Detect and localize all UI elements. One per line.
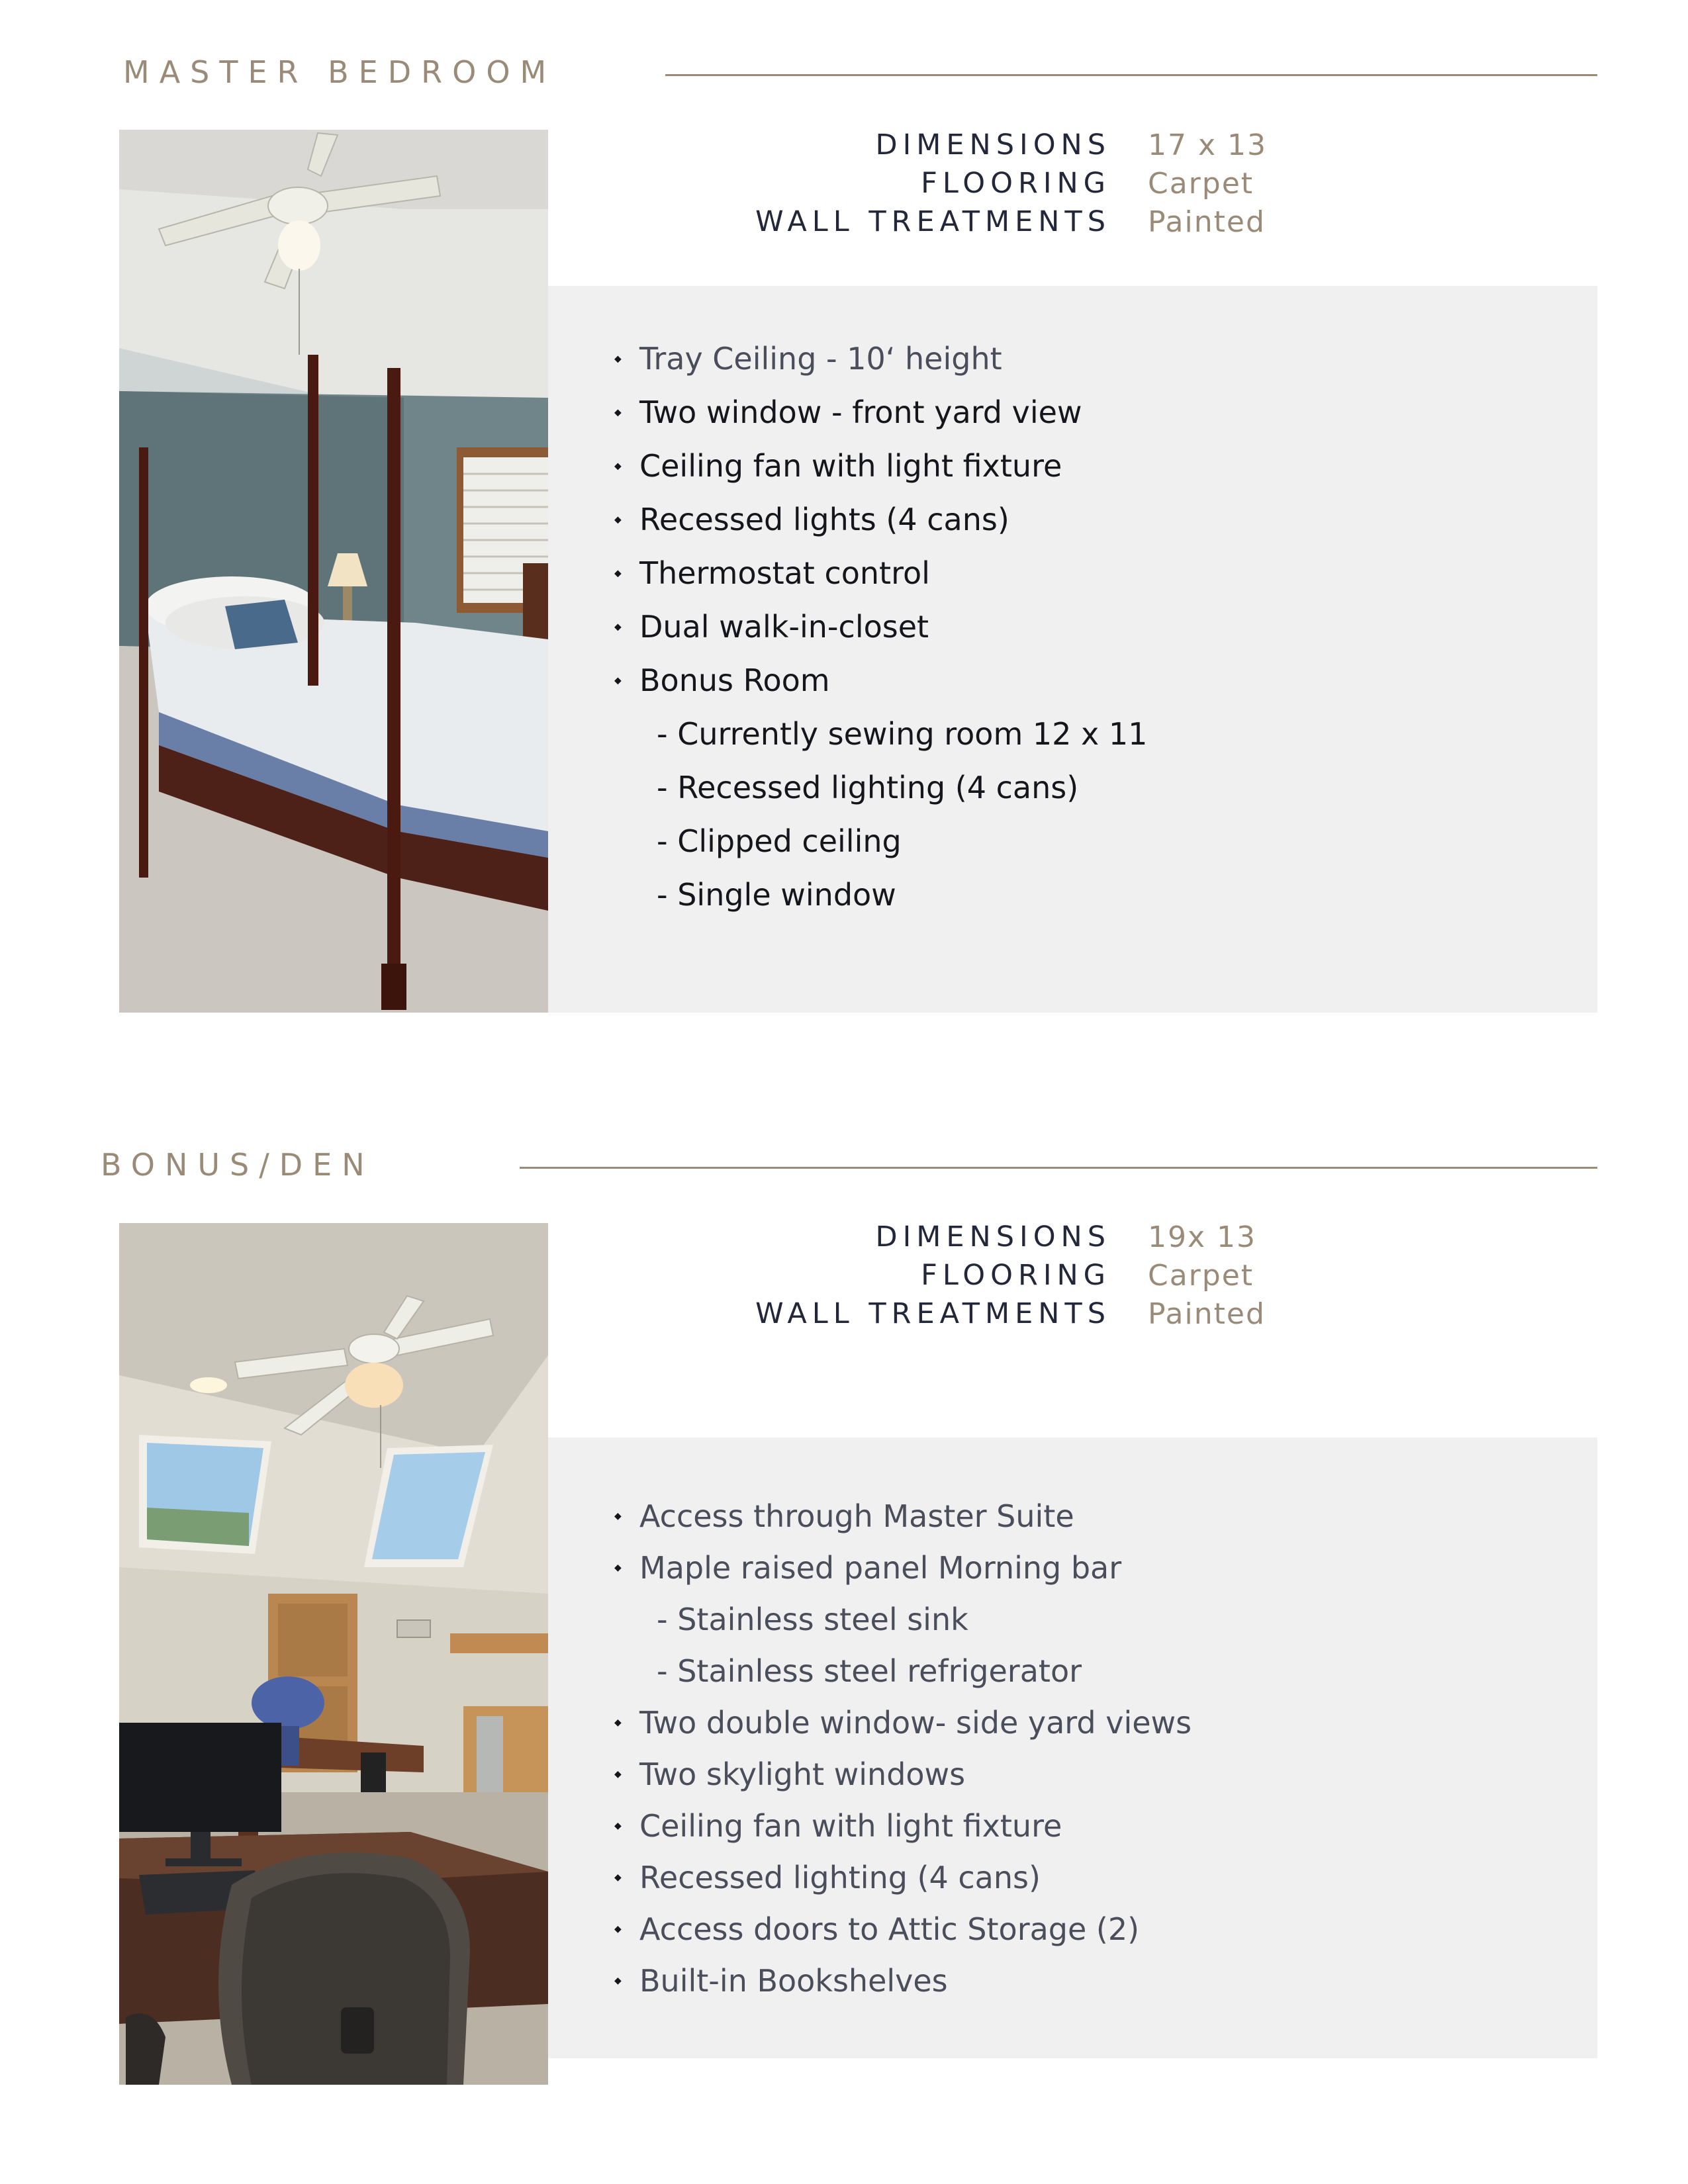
list-item-sub: - Currently sewing room 12 x 11 (657, 716, 1148, 752)
spec-label: FLOORING (921, 1259, 1111, 1292)
spec-value: Carpet (1148, 166, 1254, 201)
list-item: ◆ Tray Ceiling - 10‘ height (614, 332, 1147, 386)
bonus-den-divider (520, 1167, 1597, 1169)
list-item-sub: - Stainless steel sink (657, 1602, 968, 1637)
master-bedroom-specs (569, 126, 1390, 241)
list-item-sub: - Clipped ceiling (657, 823, 902, 859)
list-item-sub: - Recessed lighting (4 cans) (657, 770, 1079, 805)
bedroom-image (119, 130, 548, 1013)
master-bedroom-divider (665, 74, 1597, 76)
list-item: ◆ Maple raised panel Morning bar (614, 1542, 1192, 1594)
bonus-den-features-list (614, 1490, 1192, 2007)
list-item-sub: - Single window (657, 877, 896, 913)
list-item: ◆ Thermostat control (614, 547, 1147, 600)
list-item: ◆ Two window - front yard view (614, 386, 1147, 439)
list-item: ◆ Two double window- side yard views (614, 1697, 1192, 1749)
spec-value: 17 x 13 (1148, 128, 1267, 162)
spec-label: WALL TREATMENTS (755, 205, 1111, 238)
spec-value: Painted (1148, 205, 1266, 239)
list-item: ◆ Access through Master Suite (614, 1490, 1192, 1542)
den-image (119, 1223, 548, 2085)
spec-row-dimensions (569, 1218, 1390, 1256)
spec-label: DIMENSIONS (875, 128, 1111, 161)
list-item: ◆ Recessed lights (4 cans) (614, 493, 1147, 547)
list-item: ◆ Built-in Bookshelves (614, 1955, 1192, 2007)
bonus-den-photo (119, 1223, 548, 2085)
spec-row-flooring (569, 1256, 1390, 1295)
spec-label: DIMENSIONS (875, 1220, 1111, 1253)
spec-row-wall-treatments (569, 203, 1390, 241)
list-item: ◆ Bonus Room (614, 654, 1147, 707)
master-bedroom-features-panel (548, 286, 1597, 1013)
master-bedroom-photo (119, 130, 548, 1013)
spec-row-dimensions (569, 126, 1390, 164)
list-item: ◆ Two skylight windows (614, 1749, 1192, 1800)
bonus-den-features-panel (548, 1437, 1597, 2058)
master-bedroom-features-list (614, 332, 1147, 922)
bonus-den-title: BONUS/DEN (101, 1147, 375, 1183)
master-bedroom-title: MASTER BEDROOM (123, 54, 557, 90)
bonus-den-specs (569, 1218, 1390, 1333)
spec-value: Painted (1148, 1297, 1266, 1331)
list-item: ◆ Access doors to Attic Storage (2) (614, 1903, 1192, 1955)
spec-label: FLOORING (921, 167, 1111, 200)
spec-row-wall-treatments (569, 1295, 1390, 1333)
spec-row-flooring (569, 164, 1390, 203)
list-item: ◆ Recessed lighting (4 cans) (614, 1852, 1192, 1903)
list-item: ◆ Dual walk-in-closet (614, 600, 1147, 654)
list-item: ◆ Ceiling fan with light fixture (614, 439, 1147, 493)
list-item: ◆ Ceiling fan with light fixture (614, 1800, 1192, 1852)
spec-value: 19x 13 (1148, 1220, 1257, 1254)
list-item-sub: - Stainless steel refrigerator (657, 1653, 1082, 1689)
spec-label: WALL TREATMENTS (755, 1297, 1111, 1330)
spec-value: Carpet (1148, 1258, 1254, 1293)
